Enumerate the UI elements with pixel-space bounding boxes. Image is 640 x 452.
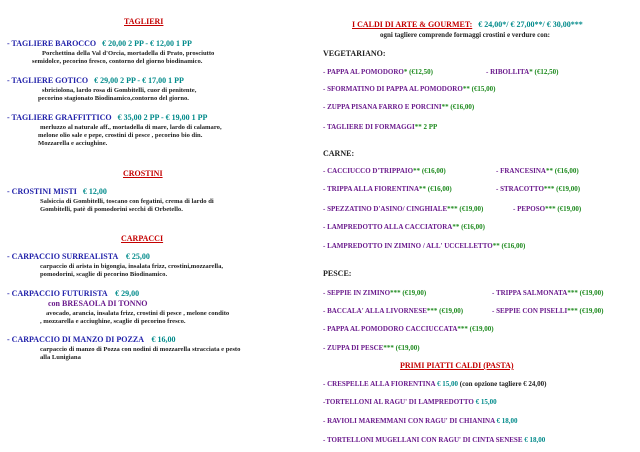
dish-tagliere-formaggi: - TAGLIERE DI FORMAGGI** 2 PP bbox=[323, 123, 438, 131]
item-price: € 16,00 bbox=[151, 335, 176, 344]
item-name: CARPACCIO SURREALISTA bbox=[11, 252, 118, 261]
item-price: € 20,00 2 PP - € 12,00 1 PP bbox=[102, 39, 192, 48]
dish-lampredotto-zimino: - LAMPREDOTTO IN ZIMINO / ALL' UCCELLETTO** (€16,00) bbox=[323, 242, 526, 250]
carpacci-title: CARPACCI bbox=[121, 234, 164, 243]
item-name: CARPACCIO DI MANZO DI POZZA bbox=[11, 335, 144, 344]
item-price: € 29,00 bbox=[115, 289, 140, 298]
dish-zuppa-pisana: - ZUPPA PISANA FARRO E PORCINI** (€16,00) bbox=[323, 103, 475, 111]
item-subtitle: con BRESAOLA DI TONNO bbox=[48, 299, 148, 308]
item-description: avocado, arancia, insalata frizz, crostini di pesce , melone condito , mozzarella e acciughine, scaglie di pecorino fresco. bbox=[40, 310, 230, 326]
item-description: sbriciolona, lardo rosa di Gombitelli, cuor di penitente, pecorino stagionato Biodinamico,contorno del giorno. bbox=[38, 87, 197, 103]
dish-stracotto: - STRACOTTO*** (€19,00) bbox=[496, 185, 581, 193]
dish-pappa-al-pomodoro: - PAPPA AL POMODORO* (€12,50) bbox=[323, 68, 433, 76]
pesce-label: PESCE: bbox=[323, 269, 352, 278]
menu-item-crostini-misti: - CROSTINI MISTI € 12,00 bbox=[7, 187, 107, 196]
item-name: TAGLIERE GRAFFITTICO bbox=[11, 113, 112, 122]
vegetariano-label: VEGETARIANO: bbox=[323, 49, 386, 58]
dish-peposo: - PEPOSO*** (€19,00) bbox=[513, 205, 582, 213]
crostini-title: CROSTINI bbox=[123, 169, 163, 178]
item-price: € 35,00 2 PP - € 19,00 1 PP bbox=[117, 113, 208, 122]
carne-label: CARNE: bbox=[323, 149, 355, 158]
dish-baccala-livornese: - BACCALA' ALLA LIVORNESE*** (€19,00) bbox=[323, 307, 464, 315]
item-name: TAGLIERE GOTICO bbox=[11, 76, 89, 85]
item-description: Porchettina della Val d'Orcia, mortadella di Prato, prosciutto semidolce, pecorino fresco, contorno del giorno biodinamico. bbox=[32, 50, 215, 66]
dish-trippa-salmonata: - TRIPPA SALMONATA*** (€19,00) bbox=[492, 289, 604, 297]
item-price: € 12,00 bbox=[82, 187, 107, 196]
menu-item-carpaccio-futurista: - CARPACCIO FUTURISTA € 29,00 bbox=[7, 289, 140, 298]
pasta-crespelle: - CRESPELLE ALLA FIORENTINA € 15,00 (con opzione tagliere € 24,00) bbox=[323, 380, 547, 388]
dish-seppie-piselli: - SEPPIE CON PISELLI*** (€19,00) bbox=[492, 307, 604, 315]
dish-seppie-zimino: - SEPPIE IN ZIMINO*** (€19,00) bbox=[323, 289, 427, 297]
item-price: € 25,00 bbox=[125, 252, 150, 261]
item-description: merluzzo al naturale aff., mortadella di mare, lardo di calamaro, melone olio sale e pepe, crostini di pesce , pecorino bio din. Mozzarella e acciughine. bbox=[38, 124, 222, 148]
item-description: carpaccio di manzo di Pozza con nodini di mozzarella stracciata e pesto alla Lunigiana bbox=[40, 346, 241, 362]
item-bullet: - bbox=[7, 39, 10, 48]
caldi-prices: € 24,00*/ € 27,00**/ € 30,00*** bbox=[478, 20, 583, 29]
dish-pappa-cacciuccata: - PAPPA AL POMODORO CACCIUCCATA*** (€19,00) bbox=[323, 325, 494, 333]
dish-lampredotto-cacciatora: - LAMPREDOTTO ALLA CACCIATORA** (€16,00) bbox=[323, 223, 485, 231]
taglieri-title: TAGLIERI bbox=[124, 17, 164, 26]
dish-cacciucco-trippaio: - CACCIUCCO D'TRIPPAIO** (€16,00) bbox=[323, 167, 446, 175]
menu-item-carpaccio-surrealista: - CARPACCIO SURREALISTA € 25,00 bbox=[7, 252, 150, 261]
pasta-ravioli-maremmani: - RAVIOLI MAREMMANI CON RAGU' DI CHIANINA € 18,00 bbox=[323, 417, 518, 425]
menu-item-tagliere-graffittico: - TAGLIERE GRAFFITTICO € 35,00 2 PP - € 19,00 1 PP bbox=[7, 113, 208, 122]
item-description: carpaccio di arista in bigongia, insalata frizz, crostini,mozzarella, pomodorini, scaglie di pecorino Biodinamico. bbox=[40, 263, 224, 279]
dish-trippa-fiorentina: - TRIPPA ALLA FIORENTINA** (€16,00) bbox=[323, 185, 452, 193]
menu-item-tagliere-barocco bbox=[7, 40, 192, 48]
dish-ribollita: - RIBOLLITA* (€12,50) bbox=[486, 68, 559, 76]
item-price: € 29,00 2 PP - € 17,00 1 PP bbox=[94, 76, 184, 85]
caldi-note: ogni tagliere comprende formaggi crostini e verdure con: bbox=[380, 31, 550, 39]
item-name: TAGLIERE BAROCCO bbox=[11, 39, 97, 48]
item-name: CROSTINI MISTI bbox=[11, 187, 77, 196]
dish-francesina: - FRANCESINA** (€16,00) bbox=[496, 167, 579, 175]
primi-title: PRIMI PIATTI CALDI (PASTA) bbox=[400, 361, 514, 370]
caldi-title: I CALDI DI ARTE & GOURMET: bbox=[352, 20, 473, 29]
pasta-tortelloni-lampredotto: -TORTELLONI AL RAGU' DI LAMPREDOTTO € 15,00 bbox=[323, 398, 497, 406]
dish-sformatino: - SFORMATINO DI PAPPA AL POMODORO** (€15,00) bbox=[323, 85, 496, 93]
menu-item-tagliere-gotico: - TAGLIERE GOTICO € 29,00 2 PP - € 17,00 1 PP bbox=[7, 76, 184, 85]
pasta-tortelloni-mugellani: - TORTELLONI MUGELLANI CON RAGU' DI CINTA SENESE € 18,00 bbox=[323, 436, 546, 444]
dish-zuppa-pesce: - ZUPPA DI PESCE*** (€19,00) bbox=[323, 344, 420, 352]
dish-spezzatino: - SPEZZATINO D'ASINO/ CINGHIALE*** (€19,00) bbox=[323, 205, 484, 213]
item-name: CARPACCIO FUTURISTA bbox=[11, 289, 108, 298]
item-description: Salsiccia di Gombitelli, toscano con fegatini, crema di lardo di Gombitelli, patè di pomodorini secchi di Orbetello. bbox=[40, 198, 214, 214]
caldi-header bbox=[352, 21, 583, 29]
menu-item-carpaccio-manzo-pozza: - CARPACCIO DI MANZO DI POZZA € 16,00 bbox=[7, 335, 176, 344]
